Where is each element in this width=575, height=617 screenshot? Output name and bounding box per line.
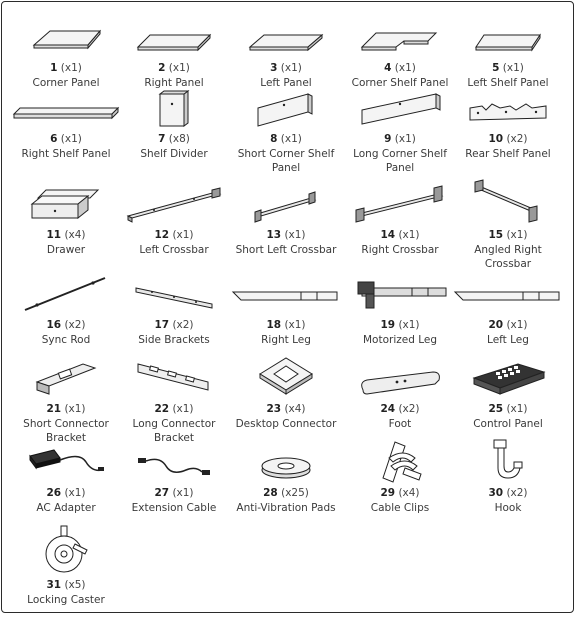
part-name: Long Connector Bracket [132, 417, 216, 444]
part-quantity: (x1) [502, 62, 524, 74]
long-connector-bracket-icon [120, 348, 228, 398]
part-number: 7 [158, 133, 166, 145]
part-number: 3 [270, 62, 278, 74]
part-name: Corner Shelf Panel [351, 76, 449, 89]
part-name: Right Panel [144, 76, 204, 89]
sync-rod-icon [12, 264, 120, 314]
part-quantity: (x1) [280, 62, 302, 74]
part-quantity: (x2) [398, 403, 420, 415]
part-number: 14 [380, 229, 396, 241]
part-item [232, 264, 340, 347]
shelf-divider-icon [120, 78, 228, 128]
part-name: Desktop Connector [235, 417, 337, 430]
part-item [346, 264, 454, 347]
corner-shelf-panel-icon [346, 7, 454, 57]
part-name: Extension Cable [131, 501, 217, 514]
part-name: Corner Panel [32, 76, 100, 89]
part-item [454, 432, 562, 515]
left-leg-icon [454, 264, 562, 314]
part-quantity: (x1) [172, 229, 194, 241]
right-panel-icon [120, 7, 228, 57]
part-name: Locking Caster [27, 593, 105, 606]
part-number: 31 [46, 579, 62, 591]
part-name: Left Crossbar [139, 243, 209, 256]
part-name: Short Left Crossbar [235, 243, 337, 256]
part-number: 17 [154, 319, 170, 331]
part-quantity: (x2) [172, 319, 194, 331]
drawer-icon [12, 174, 120, 224]
part-number: 24 [380, 403, 396, 415]
part-number: 9 [384, 133, 392, 145]
part-name: AC Adapter [36, 501, 96, 514]
part-item [346, 174, 454, 257]
part-number: 5 [492, 62, 500, 74]
part-quantity: (x1) [284, 229, 306, 241]
short-connector-bracket-icon [12, 348, 120, 398]
part-item [120, 78, 228, 161]
part-name: Anti-Vibration Pads [236, 501, 336, 514]
part-item [120, 264, 228, 347]
part-name: Cable Clips [370, 501, 430, 514]
part-item [120, 348, 228, 446]
part-number: 12 [154, 229, 170, 241]
part-name: Short Connector Bracket [23, 417, 109, 444]
part-item [346, 432, 454, 515]
part-item [454, 264, 562, 347]
corner-panel-icon [12, 7, 120, 57]
part-number: 19 [380, 319, 396, 331]
part-number: 2 [158, 62, 166, 74]
part-number: 27 [154, 487, 170, 499]
part-item [12, 520, 120, 607]
part-number: 4 [384, 62, 392, 74]
part-item [120, 432, 228, 515]
part-quantity: (x2) [64, 319, 86, 331]
part-number: 26 [46, 487, 62, 499]
part-quantity: (x1) [172, 403, 194, 415]
part-quantity: (x1) [394, 133, 416, 145]
part-number: 11 [46, 229, 62, 241]
hook-icon [454, 432, 562, 482]
part-quantity: (x1) [60, 62, 82, 74]
part-quantity: (x1) [64, 403, 86, 415]
part-number: 15 [488, 229, 504, 241]
extension-cable-icon [120, 432, 228, 482]
part-quantity: (x1) [398, 229, 420, 241]
part-name: Left Leg [487, 333, 529, 346]
part-name: Shelf Divider [140, 147, 208, 160]
rear-shelf-panel-icon [454, 78, 562, 128]
part-quantity: (x1) [506, 403, 528, 415]
part-quantity: (x4) [284, 403, 306, 415]
part-name: Control Panel [473, 417, 543, 430]
part-quantity: (x1) [64, 487, 86, 499]
part-quantity: (x1) [168, 62, 190, 74]
cable-clip-icon [346, 432, 454, 482]
part-quantity: (x4) [398, 487, 420, 499]
part-quantity: (x1) [394, 62, 416, 74]
part-item [346, 348, 454, 431]
desktop-connector-icon [232, 348, 340, 398]
part-number: 18 [266, 319, 282, 331]
part-item [454, 78, 562, 161]
part-item [12, 174, 120, 257]
part-name: Left Shelf Panel [467, 76, 549, 89]
side-brackets-icon [120, 264, 228, 314]
part-number: 29 [380, 487, 396, 499]
part-number: 20 [488, 319, 504, 331]
part-quantity: (x8) [168, 133, 190, 145]
part-name: Drawer [46, 243, 86, 256]
part-item [232, 78, 340, 176]
control-panel-icon [454, 348, 562, 398]
part-quantity: (x1) [398, 319, 420, 331]
part-item [346, 78, 454, 176]
part-name: Left Panel [260, 76, 312, 89]
part-name: Rear Shelf Panel [465, 147, 551, 160]
part-name: Hook [494, 501, 522, 514]
part-quantity: (x2) [506, 133, 528, 145]
ac-adapter-icon [12, 432, 120, 482]
part-item [12, 348, 120, 446]
part-item [232, 174, 340, 257]
part-item [454, 174, 562, 272]
part-quantity: (x4) [64, 229, 86, 241]
part-name: Short Corner Shelf Panel [237, 147, 335, 174]
part-quantity: (x1) [506, 229, 528, 241]
parts-list-sheet [1, 1, 574, 613]
part-quantity: (x1) [284, 319, 306, 331]
left-shelf-panel-icon [454, 7, 562, 57]
part-number: 13 [266, 229, 282, 241]
part-quantity: (x2) [506, 487, 528, 499]
part-number: 16 [46, 319, 62, 331]
part-number: 25 [488, 403, 504, 415]
part-number: 1 [50, 62, 58, 74]
part-quantity: (x5) [64, 579, 86, 591]
part-item [12, 78, 120, 161]
part-quantity: (x1) [280, 133, 302, 145]
locking-caster-icon [12, 520, 120, 574]
part-number: 8 [270, 133, 278, 145]
motorized-leg-icon [346, 264, 454, 314]
left-crossbar-icon [120, 174, 228, 224]
part-name: Angled Right Crossbar [474, 243, 542, 270]
part-name: Right Shelf Panel [21, 147, 111, 160]
part-name: Long Corner Shelf Panel [353, 147, 447, 174]
short-corner-shelf-panel-icon [232, 78, 340, 128]
part-number: 22 [154, 403, 170, 415]
part-name: Right Leg [261, 333, 311, 346]
part-name: Foot [388, 417, 412, 430]
part-name: Motorized Leg [362, 333, 438, 346]
part-number: 23 [266, 403, 282, 415]
part-name: Side Brackets [138, 333, 210, 346]
angled-right-crossbar-icon [454, 174, 562, 224]
foot-icon [346, 348, 454, 398]
part-name: Sync Rod [41, 333, 91, 346]
part-number: 28 [263, 487, 278, 499]
part-item [12, 264, 120, 347]
part-item [232, 348, 340, 431]
part-quantity: (x1) [506, 319, 528, 331]
left-panel-icon [232, 7, 340, 57]
part-quantity: (x25) [281, 487, 309, 499]
part-item [454, 348, 562, 431]
right-leg-icon [232, 264, 340, 314]
part-number: 10 [488, 133, 504, 145]
part-number: 21 [46, 403, 62, 415]
short-left-crossbar-icon [232, 174, 340, 224]
right-crossbar-icon [346, 174, 454, 224]
anti-vibration-pad-icon [232, 432, 340, 482]
part-item [12, 432, 120, 515]
part-quantity: (x1) [172, 487, 194, 499]
long-corner-shelf-panel-icon [346, 78, 454, 128]
right-shelf-panel-icon [12, 78, 120, 128]
part-name: Right Crossbar [361, 243, 439, 256]
part-number: 6 [50, 133, 58, 145]
part-quantity: (x1) [60, 133, 82, 145]
part-item [120, 174, 228, 257]
part-number: 30 [488, 487, 504, 499]
part-item [232, 432, 340, 515]
